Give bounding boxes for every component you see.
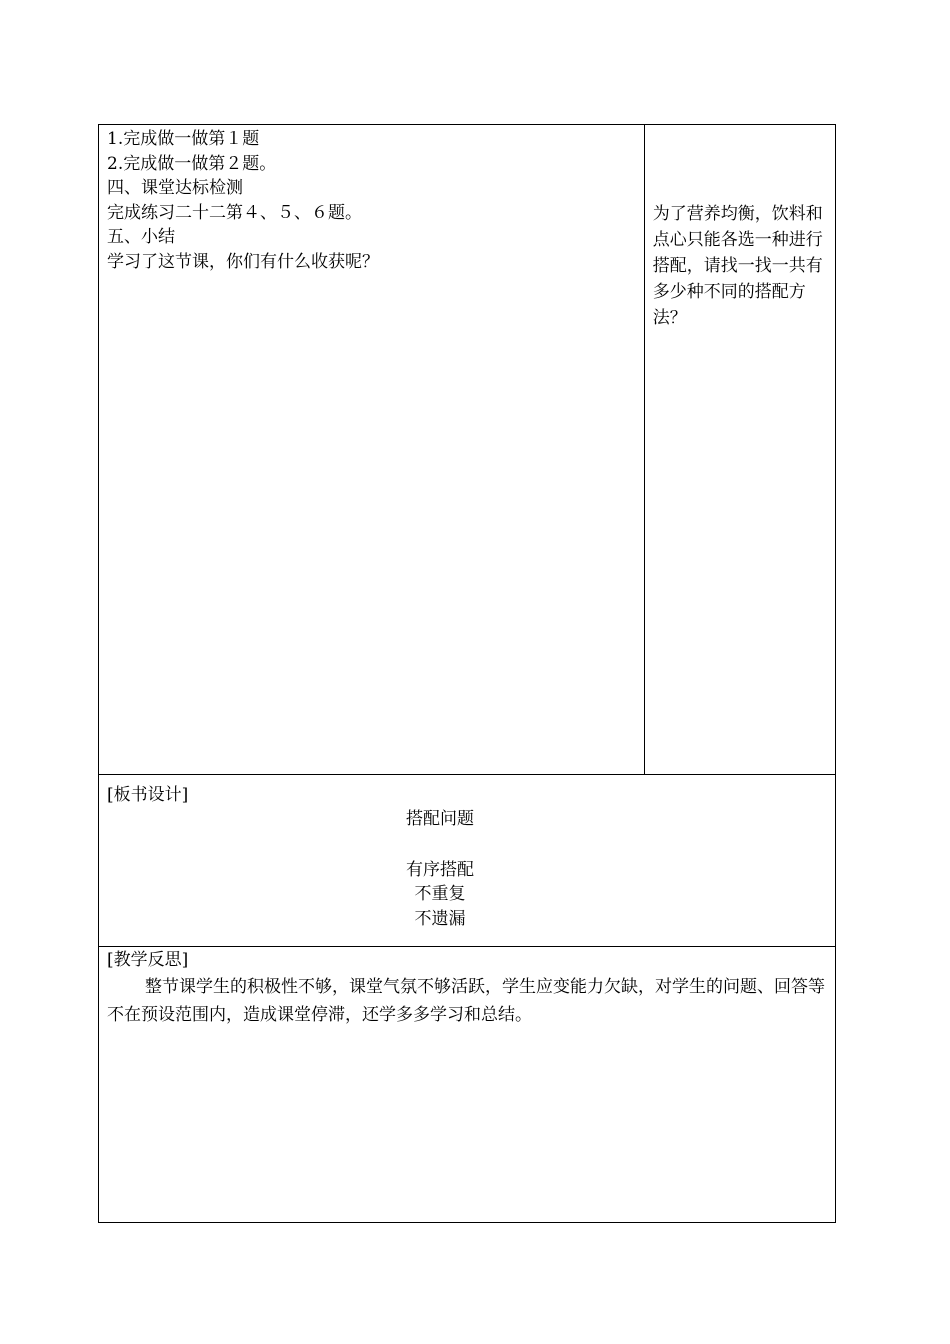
board-design-spacer	[107, 832, 835, 858]
board-design-line: 不重复	[414, 884, 466, 904]
board-design-row	[99, 775, 836, 947]
side-note-text: 为了营养均衡，饮料和点心只能各选一种进行搭配，请找一找一共有多少种不同的搭配方法？	[652, 204, 823, 328]
activity-line: 五、小结	[107, 227, 175, 247]
reflection-cell	[99, 947, 836, 1223]
reflection-text: 整节课学生的积极性不够，课堂气氛不够活跃，学生应变能力欠缺，对学生的问题、回答等不在预设范围内，造成课堂停滞，还学多多学习和总结。	[107, 977, 825, 1025]
board-design-line: 有序搭配	[406, 859, 474, 880]
activity-cell	[99, 125, 645, 775]
activity-line: 2.完成做一做第２题。	[107, 153, 277, 174]
activity-line: 1.完成做一做第１题	[107, 129, 260, 149]
lesson-plan-table	[98, 124, 836, 1223]
board-design-heading: [板书设计]	[107, 785, 189, 805]
board-design-cell	[99, 775, 836, 947]
reflection-heading: [教学反思]	[107, 950, 189, 970]
board-design-line: 不遗漏	[414, 908, 466, 929]
side-note-cell	[644, 125, 835, 775]
activity-line: 完成练习二十二第４、５、６题。	[107, 202, 362, 223]
board-design-title: 搭配问题	[406, 809, 474, 829]
activity-line: 学习了这节课，你们有什么收获呢？	[107, 251, 379, 272]
activity-row	[99, 125, 836, 775]
reflection-row	[99, 947, 836, 1223]
activity-line: 四、课堂达标检测	[107, 178, 243, 198]
